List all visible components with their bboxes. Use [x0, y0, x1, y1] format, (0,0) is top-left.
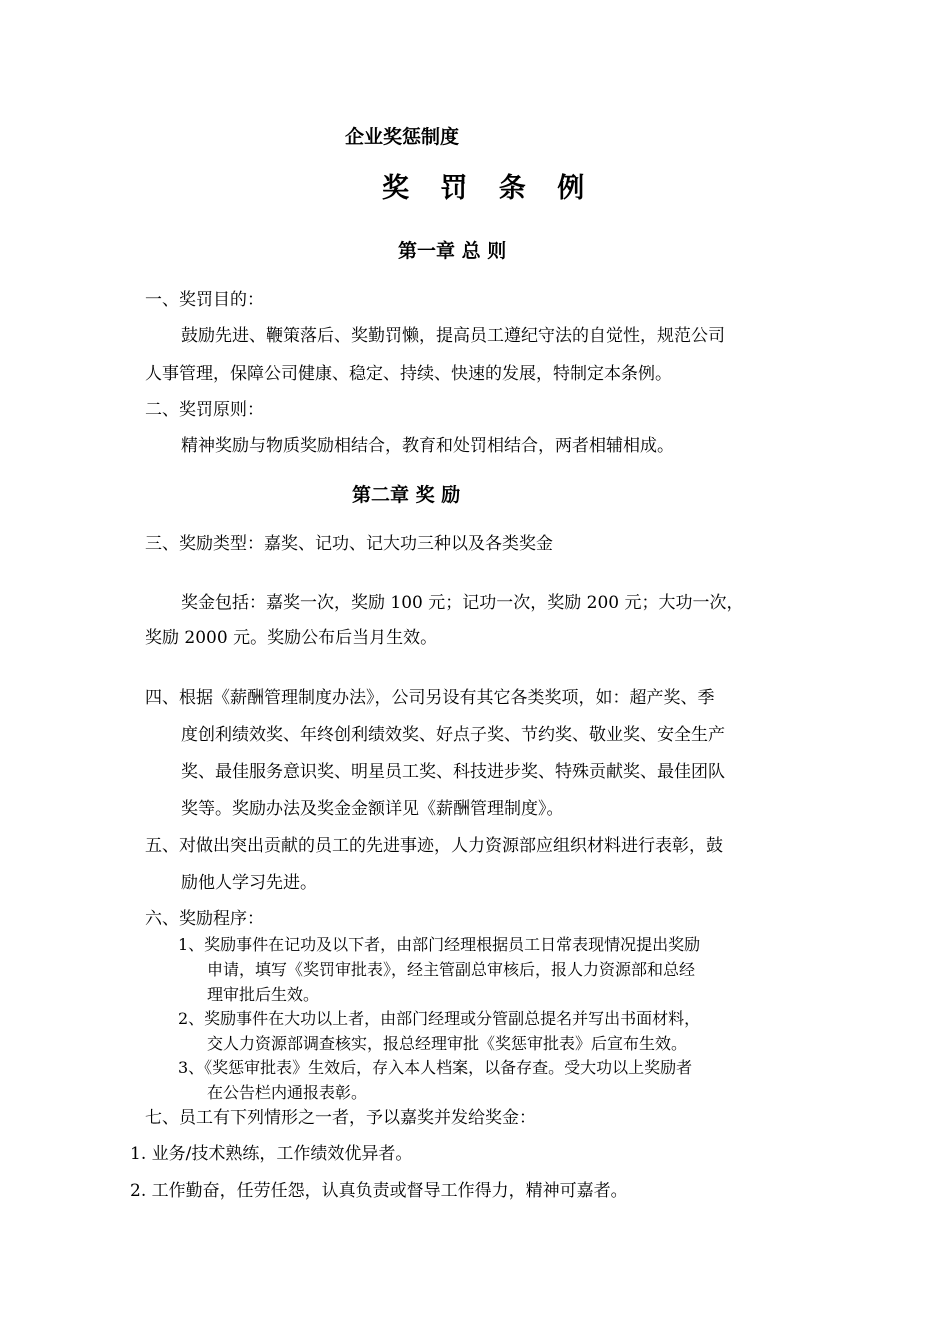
- section-2-heading: 二、奖罚原则：: [145, 400, 264, 420]
- section-1-line-2: 人事管理，保障公司健康、稳定、持续、快速的发展，特制定本条例。: [145, 364, 672, 384]
- section-1-heading: 一、奖罚目的：: [145, 290, 264, 310]
- section-5-line-2: 励他人学习先进。: [181, 873, 317, 893]
- section-3-line-2: 奖励 2000 元。奖励公布后当月生效。: [145, 628, 438, 648]
- section-4-line-2: 度创利绩效奖、年终创利绩效奖、好点子奖、节约奖、敬业奖、安全生产: [181, 725, 725, 745]
- section-7-heading: 七、员工有下列情形之一者，予以嘉奖并发给奖金：: [145, 1108, 536, 1128]
- section-5-line-1: 五、对做出突出贡献的员工的先进事迹，人力资源部应组织材料进行表彰，鼓: [145, 836, 723, 856]
- commendation-item-1: 1. 业务/技术熟练，工作绩效优异者。: [130, 1144, 413, 1164]
- document-title: 企业奖惩制度: [345, 126, 460, 148]
- section-4-line-3: 奖、最佳服务意识奖、明星员工奖、科技进步奖、特殊贡献奖、最佳团队: [181, 762, 725, 782]
- procedure-1-line-3: 理审批后生效。: [207, 985, 320, 1004]
- section-1-line-1: 鼓励先进、鞭策落后、奖勤罚懒，提高员工遵纪守法的自觉性，规范公司: [181, 326, 725, 346]
- regulation-title: 奖 罚 条 例: [382, 173, 591, 204]
- procedure-1-line-2: 申请，填写《奖罚审批表》，经主管副总审核后，报人力资源部和总经: [207, 960, 696, 979]
- section-6-heading: 六、奖励程序：: [145, 909, 264, 929]
- section-2-line-1: 精神奖励与物质奖励相结合，教育和处罚相结合，两者相辅相成。: [181, 436, 674, 456]
- commendation-item-2: 2. 工作勤奋，任劳任怨，认真负责或督导工作得力，精神可嘉者。: [130, 1181, 628, 1201]
- procedure-3-line-2: 在公告栏内通报表彰。: [207, 1083, 368, 1102]
- section-4-line-1: 四、根据《薪酬管理制度办法》，公司另设有其它各类奖项，如：超产奖、季: [145, 688, 715, 708]
- section-3-line-1: 奖金包括：嘉奖一次，奖励 100 元；记功一次，奖励 200 元；大功一次，: [181, 593, 744, 613]
- procedure-2-line-2: 交人力资源部调查核实，报总经理审批《奖惩审批表》后宣布生效。: [207, 1034, 688, 1053]
- chapter-1-heading: 第一章 总 则: [398, 240, 507, 262]
- section-3-heading: 三、奖励类型：嘉奖、记功、记大功三种以及各类奖金: [145, 534, 553, 554]
- procedure-2-line-1: 2、奖励事件在大功以上者，由部门经理或分管副总提名并写出书面材料，: [178, 1009, 701, 1028]
- chapter-2-heading: 第二章 奖 励: [352, 484, 461, 506]
- section-4-line-4: 奖等。奖励办法及奖金金额详见《薪酬管理制度》。: [181, 799, 564, 819]
- procedure-3-line-1: 3、《奖惩审批表》生效后，存入本人档案，以备存查。受大功以上奖励者: [178, 1058, 693, 1077]
- procedure-1-line-1: 1、奖励事件在记功及以下者，由部门经理根据员工日常表现情况提出奖励: [178, 935, 701, 954]
